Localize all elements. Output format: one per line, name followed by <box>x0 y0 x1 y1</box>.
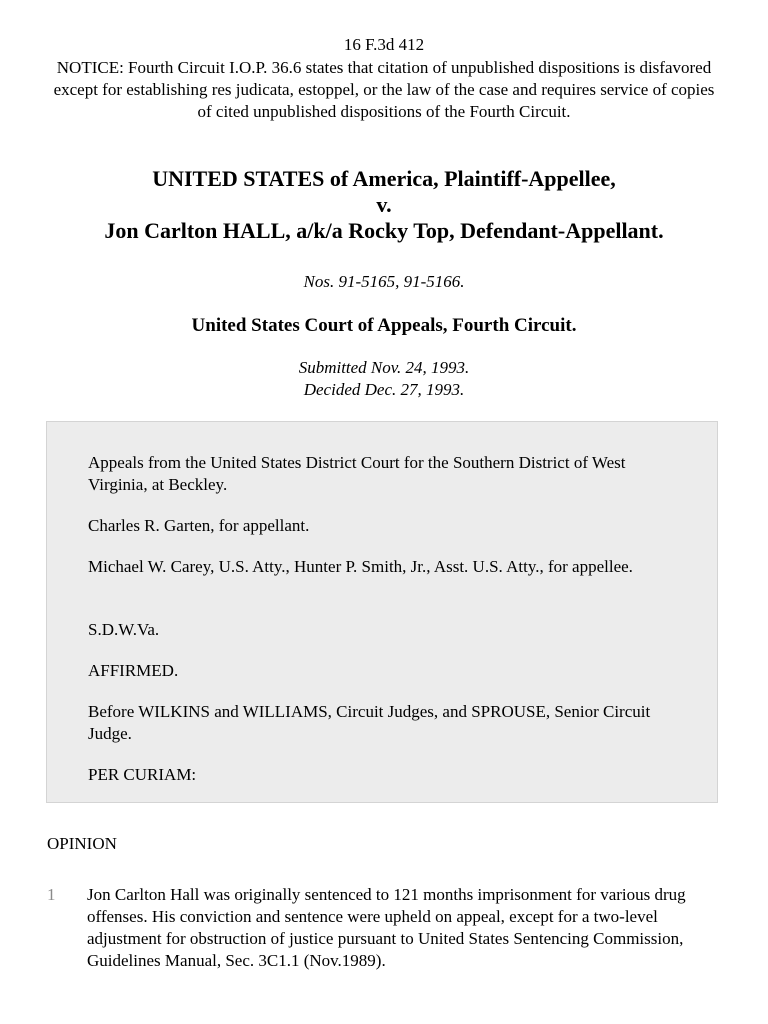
caption-defendant: Jon Carlton HALL, a/k/a Rocky Top, Defendant-Appellant. <box>104 218 664 243</box>
paragraph-text: Jon Carlton Hall was originally sentenced to 121 months imprisonment for various drug offenses. His conviction and sentence were upheld on appeal, except for a two-level adjustment for obstruction of justice pursuant to United States Sentencing Commission, Guidelines Manual, Sec. 3C1.1 (Nov.1989). <box>87 885 686 970</box>
appellee-counsel-text: Michael W. Carey, U.S. Atty., Hunter P. Smith, Jr., Asst. U.S. Atty., for appellee. <box>88 557 633 576</box>
court-name: United States Court of Appeals, Fourth Circuit. <box>191 315 577 336</box>
per-curiam-text: PER CURIAM: <box>88 765 197 784</box>
case-caption <box>0 166 768 244</box>
caption-versus: v. <box>376 192 392 217</box>
opinion-heading: OPINION <box>47 834 117 853</box>
submitted-date: Submitted Nov. 24, 1993. <box>298 358 470 377</box>
disposition-text: AFFIRMED. <box>88 661 179 680</box>
paragraph-number: 1 <box>47 885 56 904</box>
case-dates <box>0 357 768 401</box>
case-summary-box <box>46 421 718 803</box>
district-abbreviation: S.D.W.Va. <box>88 620 160 639</box>
unpublished-notice: NOTICE: Fourth Circuit I.O.P. 36.6 states that citation of unpublished dispositions is disfavored except for establishing res judicata, estoppel, or the law of the case and requires service of copies of cited unpublished dispositions of the Fourth Circuit. <box>53 58 715 121</box>
appellant-counsel-text: Charles R. Garten, for appellant. <box>88 516 310 535</box>
docket-numbers: Nos. 91-5165, 91-5166. <box>303 272 465 291</box>
appeal-from-text: Appeals from the United States District Court for the Southern District of West Virginia, at Beckley. <box>88 453 626 494</box>
caption-plaintiff: UNITED STATES of America, Plaintiff-Appellee, <box>152 166 616 191</box>
panel-text: Before WILKINS and WILLIAMS, Circuit Judges, and SPROUSE, Senior Circuit Judge. <box>88 702 651 743</box>
case-citation: 16 F.3d 412 <box>343 35 425 54</box>
decided-date: Decided Dec. 27, 1993. <box>303 380 465 399</box>
